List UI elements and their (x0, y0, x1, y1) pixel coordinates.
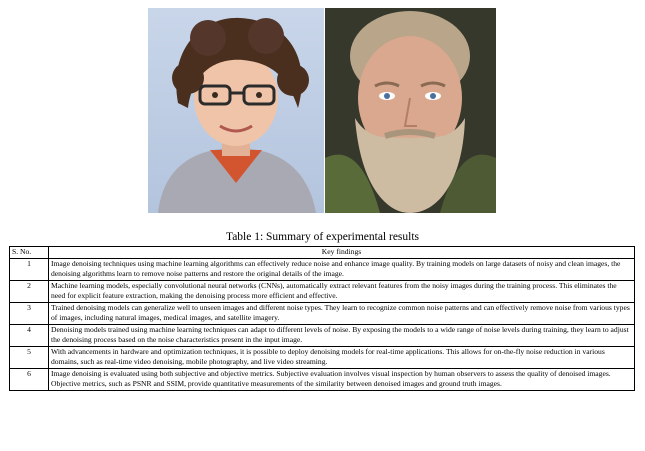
row-number: 2 (10, 281, 49, 303)
table-row (10, 259, 635, 281)
column-header-key-findings: Key findings (49, 247, 635, 259)
row-finding-text: Trained denoising models can generalize well to unseen images and different noise types. They learn to recognize common noise patterns and can effectively remove noise from various types of images, including natural images, medical images, and satellite imagery. (49, 303, 635, 325)
row-finding-text: Denoising models trained using machine learning techniques can adapt to different levels of noise. By exposing the models to a wide range of noise levels during training, they learn to adjust the denoising process based on the noise characteristics present in the input image. (49, 325, 635, 347)
child-portrait-drawing (148, 8, 324, 213)
table-row (10, 303, 635, 325)
row-finding-text: Image denoising is evaluated using both subjective and objective metrics. Subjective evaluation involves visual inspection by human observers to assess the quality of denoised images. Objective metrics, such as PSNR and SSIM, provide quantitative measurements of the similarity between denoised images and ground truth images. (49, 369, 635, 391)
row-finding-text: Machine learning models, especially convolutional neural networks (CNNs), automatically extract relevant features from the noisy images during the training process. This eliminates the need for explicit feature extraction, making the denoising process more efficient and effective. (49, 281, 635, 303)
row-number: 5 (10, 347, 49, 369)
column-header-sno: S. No. (10, 247, 49, 259)
row-number: 4 (10, 325, 49, 347)
table-row (10, 325, 635, 347)
results-table (9, 246, 635, 391)
row-finding-text: With advancements in hardware and optimization techniques, it is possible to deploy denoising models for real-time applications. This allows for on-the-fly noise reduction in various domains, such as real-time video denoising, mobile photography, and live video streaming. (49, 347, 635, 369)
row-number: 3 (10, 303, 49, 325)
row-finding-text: Image denoising techniques using machine learning algorithms can effectively reduce noise and enhance image quality. By training models on large datasets of noisy and clean images, the denoising algorithms learn to remove noise patterns and restore the original details of the image. (49, 259, 635, 281)
bearded-man-portrait-image (325, 8, 496, 213)
table-row (10, 281, 635, 303)
row-number: 6 (10, 369, 49, 391)
row-number: 1 (10, 259, 49, 281)
table-row (10, 347, 635, 369)
child-portrait-image (148, 8, 324, 213)
table-caption: Table 1: Summary of experimental results (225, 231, 420, 243)
table-row (10, 369, 635, 391)
bearded-man-portrait-drawing (325, 8, 496, 213)
table-header-row (10, 247, 635, 259)
